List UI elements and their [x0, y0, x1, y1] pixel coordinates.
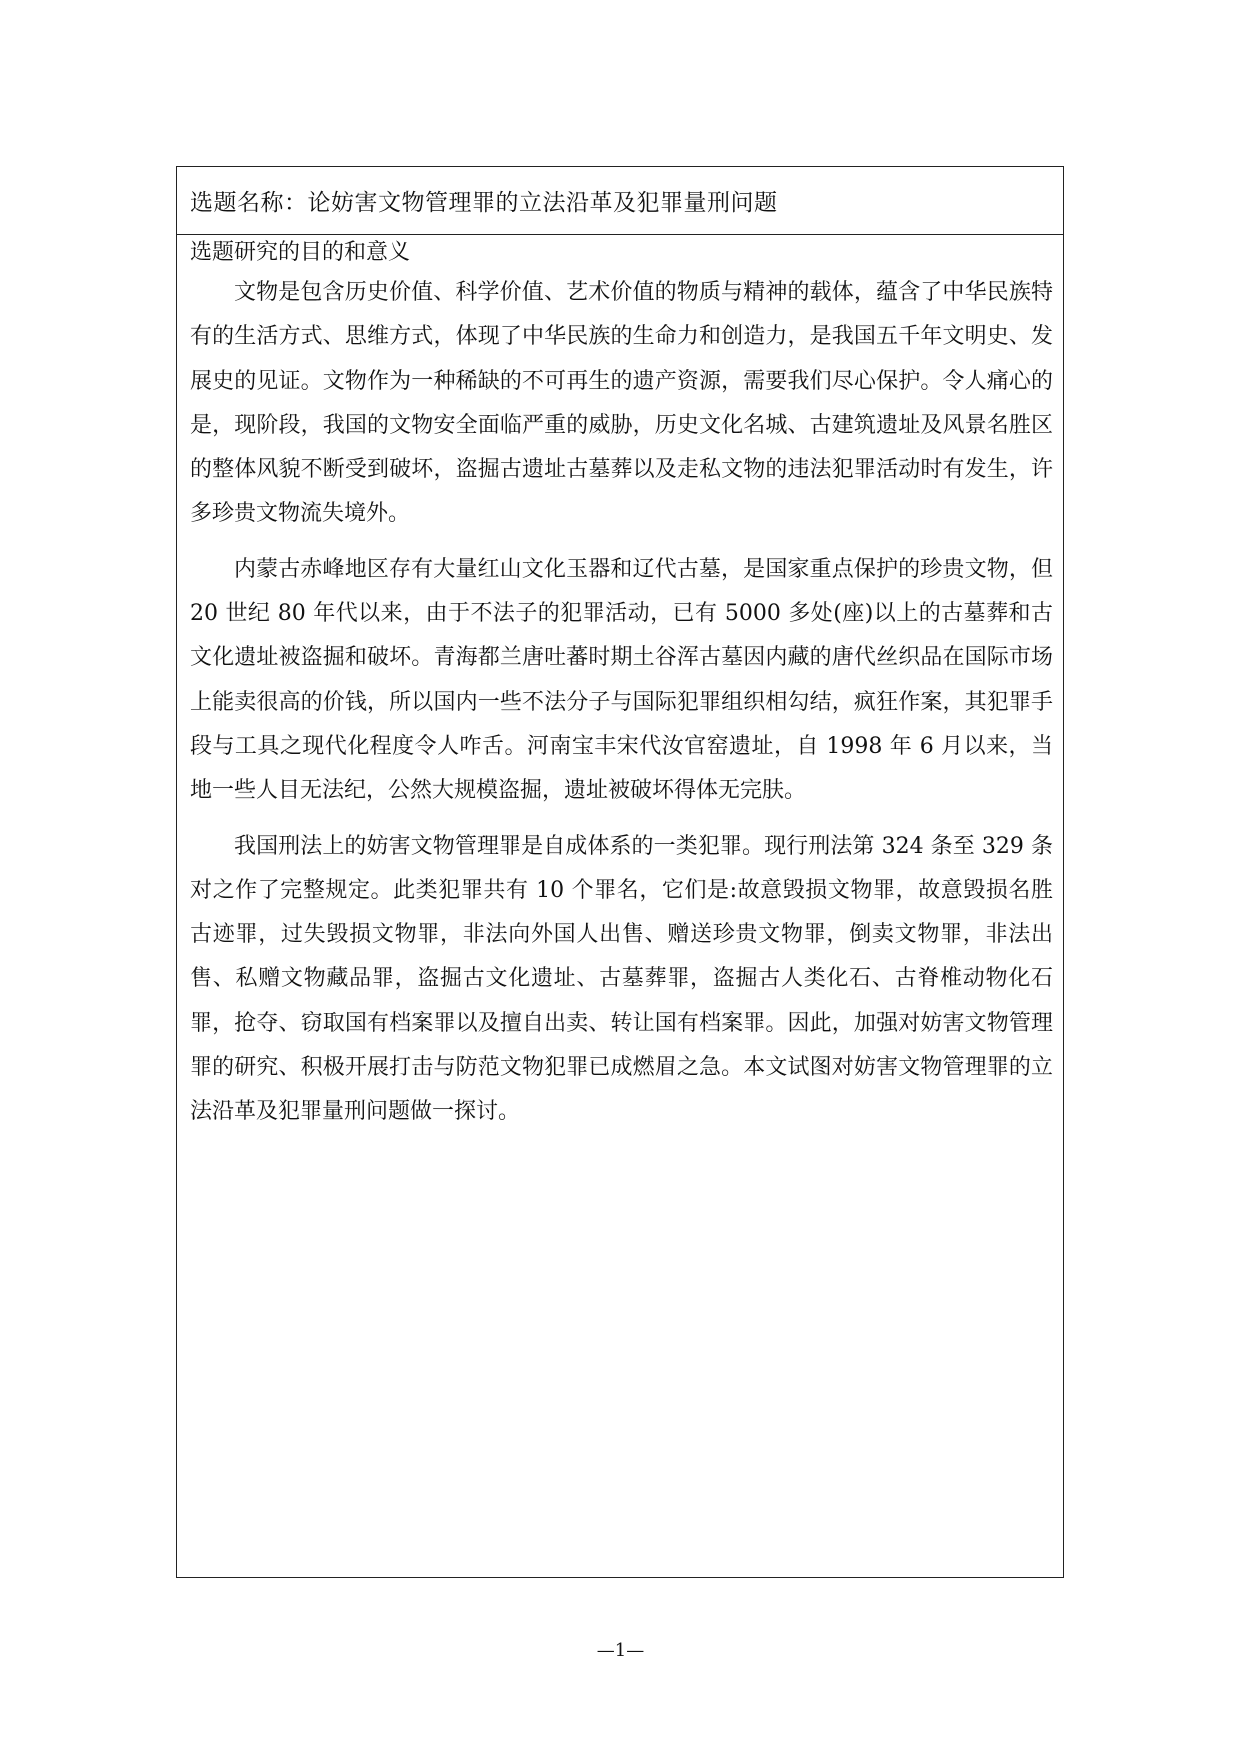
- body-paragraph-3: 我国刑法上的妨害文物管理罪是自成体系的一类犯罪。现行刑法第 324 条至 329 条对之作了完整规定。此类犯罪共有 10 个罪名，它们是:故意毁损文物罪，故意毁损名胜古迹罪，过失毁损文物罪，非法向外国人出售、赠送珍贵文物罪，倒卖文物罪，非法出售、私赠文物藏品罪，盗掘古文化遗址、古墓葬罪，盗掘古人类化石、古脊椎动物化石罪，抢夺、窃取国有档案罪以及擅自出卖、转让国有档案罪。因此，加强对妨害文物管理罪的研究、积极开展打击与防范文物犯罪已成燃眉之急。本文试图对妨害文物管理罪的立法沿革及犯罪量刑问题做一探讨。: [190, 833, 1053, 1125]
- research-purpose-section: [190, 235, 1053, 1135]
- body-paragraph-1: 文物是包含历史价值、科学价值、艺术价值的物质与精神的载体，蕴含了中华民族特有的生活方式、思维方式，体现了中华民族的生命力和创造力，是我国五千年文明史、发展史的见证。文物作为一种稀缺的不可再生的遗产资源，需要我们尽心保护。令人痛心的是，现阶段，我国的文物安全面临严重的威胁，历史文化名城、古建筑遗址及风景名胜区的整体风貌不断受到破坏，盗掘古遗址古墓葬以及走私文物的违法犯罪活动时有发生，许多珍贵文物流失境外。: [190, 280, 1053, 527]
- proposal-form-table: [176, 166, 1064, 1578]
- topic-title-row: [177, 167, 1063, 235]
- body-paragraph-2: 内蒙古赤峰地区存有大量红山文化玉器和辽代古墓，是国家重点保护的珍贵文物，但 20 世纪 80 年代以来，由于不法子的犯罪活动，已有 5000 多处(座)以上的古墓葬和古文化遗址被盗掘和破坏。青海都兰唐吐蕃时期土谷浑古墓因内藏的唐代丝织品在国际市场上能卖很高的价钱，所以国内一些不法分子与国际犯罪组织相勾结，疯狂作案，其犯罪手段与工具之现代化程度令人咋舌。河南宝丰宋代汝官窑遗址，自 1998 年 6 月以来，当地一些人目无法纪，公然大规模盗掘，遗址被破坏得体无完肤。: [190, 556, 1053, 804]
- topic-title: 选题名称：论妨害文物管理罪的立法沿革及犯罪量刑问题: [190, 190, 778, 216]
- section-heading: 选题研究的目的和意义: [190, 240, 411, 265]
- page-number: —1—: [596, 1640, 645, 1661]
